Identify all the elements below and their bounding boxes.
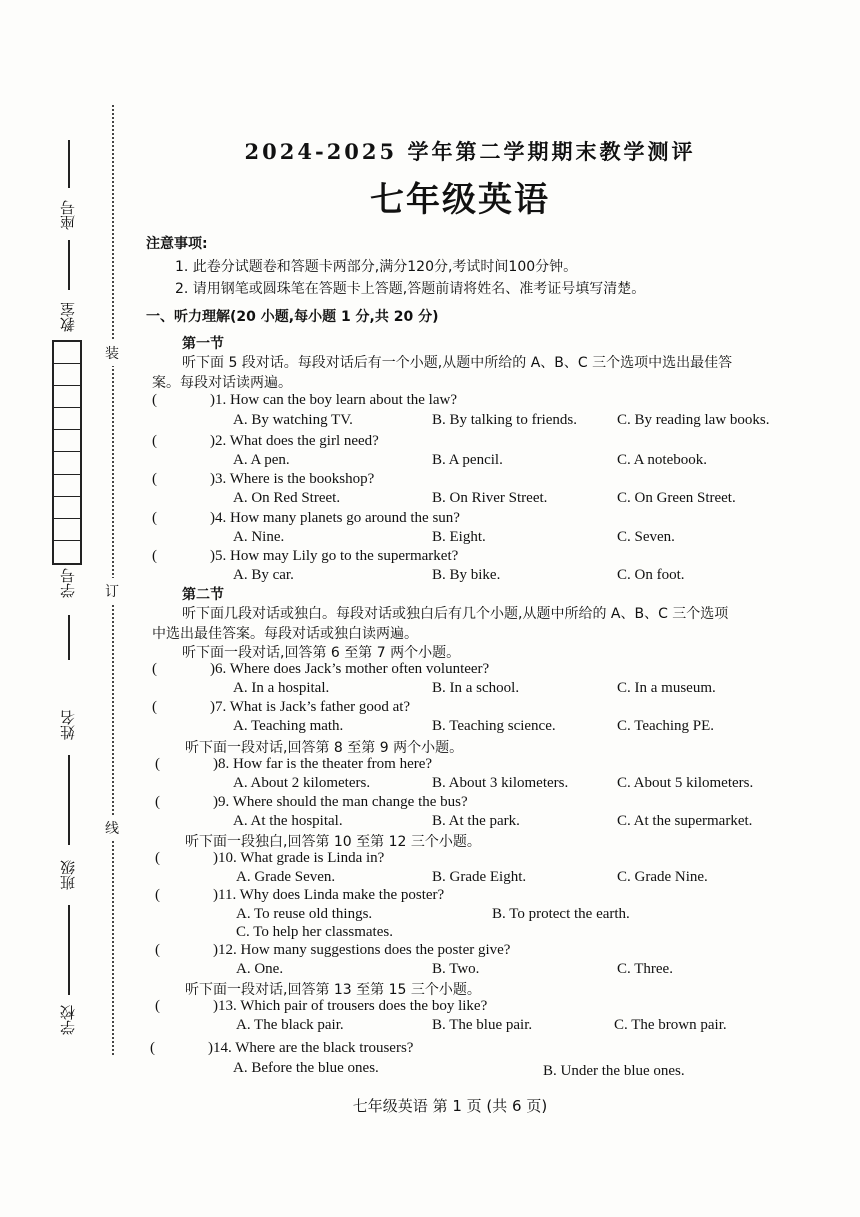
sub-instruction-1: 听下面一段对话,回答第 6 至第 7 两个小题。 <box>182 645 461 661</box>
exam-title: 2024-2025 学年第二学期期末教学测评 <box>244 139 696 164</box>
q2-option-b: B. A pencil. <box>432 452 503 468</box>
q6-option-c: C. In a museum. <box>617 680 716 696</box>
section1-heading: 一、听力理解(20 小题,每小题 1 分,共 20 分) <box>146 309 439 325</box>
q11-option-c: C. To help her classmates. <box>236 924 393 940</box>
question-8: )8. How far is the theater from here? <box>213 756 433 772</box>
room-line <box>68 240 70 290</box>
q3-option-a: A. On Red Street. <box>233 490 341 506</box>
seat-label: 座号 <box>59 200 77 230</box>
room-label: 教室 <box>59 302 77 332</box>
subject-title: 七年级英语 <box>370 180 550 220</box>
q3-option-c: C. On Green Street. <box>617 490 736 506</box>
name-label: 姓名 <box>59 710 77 740</box>
answer-paren[interactable]: ( <box>152 392 157 408</box>
q8-option-c: C. About 5 kilometers. <box>617 775 754 791</box>
part1-title: 第一节 <box>182 336 224 352</box>
q11-option-b: B. To protect the earth. <box>492 906 630 922</box>
question-11: )11. Why does Linda make the poster? <box>213 887 445 903</box>
student-id-grid[interactable] <box>52 340 82 565</box>
question-5: )5. How may Lily go to the supermarket? <box>210 548 459 564</box>
binding-char-zhuang: 装 <box>105 340 119 366</box>
q1-option-b: B. By talking to friends. <box>432 412 577 428</box>
q10-option-a: A. Grade Seven. <box>236 869 336 885</box>
id-label: 学号 <box>59 568 77 598</box>
notes-item-1: 1. 此卷分试题卷和答题卡两部分,满分120分,考试时间100分钟。 <box>175 259 578 275</box>
q8-option-b: B. About 3 kilometers. <box>432 775 569 791</box>
q14-option-b: B. Under the blue ones. <box>543 1063 685 1079</box>
answer-paren[interactable]: ( <box>150 1040 155 1056</box>
q13-option-b: B. The blue pair. <box>432 1017 533 1033</box>
part1-instruction-line2: 案。每段对话读两遍。 <box>152 375 292 391</box>
q7-option-c: C. Teaching PE. <box>617 718 714 734</box>
question-2: )2. What does the girl need? <box>210 433 379 449</box>
binding-char-xian: 线 <box>105 815 119 841</box>
q9-option-a: A. At the hospital. <box>233 813 343 829</box>
question-14: )14. Where are the black trousers? <box>208 1040 414 1056</box>
notes-heading: 注意事项: <box>146 236 208 252</box>
sub-instruction-3: 听下面一段独白,回答第 10 至第 12 三个小题。 <box>185 834 481 850</box>
q4-option-c: C. Seven. <box>617 529 675 545</box>
answer-paren[interactable]: ( <box>152 433 157 449</box>
q10-option-c: C. Grade Nine. <box>617 869 708 885</box>
class-line <box>68 905 70 995</box>
question-6: )6. Where does Jack’s mother often volunteer? <box>210 661 490 677</box>
answer-paren[interactable]: ( <box>155 850 160 866</box>
question-7: )7. What is Jack’s father good at? <box>210 699 411 715</box>
q6-option-a: A. In a hospital. <box>233 680 330 696</box>
q1-option-c: C. By reading law books. <box>617 412 770 428</box>
sub-instruction-2: 听下面一段对话,回答第 8 至第 9 两个小题。 <box>185 740 464 756</box>
answer-paren[interactable]: ( <box>155 756 160 772</box>
answer-paren[interactable]: ( <box>155 998 160 1014</box>
part2-instruction-line1: 听下面几段对话或独白。每段对话或独白后有几个小题,从题中所给的 A、B、C 三个选项 <box>182 606 729 622</box>
school-label: 学校 <box>59 1005 77 1035</box>
q7-option-a: A. Teaching math. <box>233 718 344 734</box>
question-4: )4. How many planets go around the sun? <box>210 510 460 526</box>
q6-option-b: B. In a school. <box>432 680 520 696</box>
answer-paren[interactable]: ( <box>152 699 157 715</box>
binding-char-ding: 订 <box>105 578 119 604</box>
question-1: )1. How can the boy learn about the law? <box>210 392 457 408</box>
q10-option-b: B. Grade Eight. <box>432 869 527 885</box>
page-footer: 七年级英语 第 1 页 (共 6 页) <box>352 1097 548 1115</box>
q4-option-a: A. Nine. <box>233 529 285 545</box>
sub-instruction-4: 听下面一段对话,回答第 13 至第 15 三个小题。 <box>185 982 481 998</box>
part2-title: 第二节 <box>182 587 224 603</box>
answer-paren[interactable]: ( <box>152 471 157 487</box>
q4-option-b: B. Eight. <box>432 529 486 545</box>
q12-option-b: B. Two. <box>432 961 480 977</box>
answer-paren[interactable]: ( <box>155 942 160 958</box>
q12-option-c: C. Three. <box>617 961 673 977</box>
part2-instruction-line2: 中选出最佳答案。每段对话或独白读两遍。 <box>152 626 418 642</box>
q1-option-a: A. By watching TV. <box>233 412 353 428</box>
name-line <box>68 755 70 845</box>
q2-option-c: C. A notebook. <box>617 452 708 468</box>
q12-option-a: A. One. <box>236 961 284 977</box>
q7-option-b: B. Teaching science. <box>432 718 556 734</box>
q9-option-c: C. At the supermarket. <box>617 813 753 829</box>
question-12: )12. How many suggestions does the poster give? <box>213 942 511 958</box>
q5-option-c: C. On foot. <box>617 567 685 583</box>
q14-option-a: A. Before the blue ones. <box>233 1060 379 1076</box>
answer-paren[interactable]: ( <box>155 887 160 903</box>
answer-paren[interactable]: ( <box>152 548 157 564</box>
question-9: )9. Where should the man change the bus? <box>213 794 468 810</box>
q9-option-b: B. At the park. <box>432 813 520 829</box>
question-3: )3. Where is the bookshop? <box>210 471 375 487</box>
q13-option-a: A. The black pair. <box>236 1017 344 1033</box>
question-13: )13. Which pair of trousers does the boy like? <box>213 998 488 1014</box>
answer-paren[interactable]: ( <box>152 661 157 677</box>
q8-option-a: A. About 2 kilometers. <box>233 775 371 791</box>
q5-option-b: B. By bike. <box>432 567 501 583</box>
notes-item-2: 2. 请用钢笔或圆珠笔在答题卡上答题,答题前请将姓名、准考证号填写清楚。 <box>175 281 646 297</box>
q3-option-b: B. On River Street. <box>432 490 548 506</box>
question-10: )10. What grade is Linda in? <box>213 850 385 866</box>
q13-option-c: C. The brown pair. <box>614 1017 727 1033</box>
id-line <box>68 615 70 660</box>
answer-paren[interactable]: ( <box>152 510 157 526</box>
part1-instruction-line1: 听下面 5 段对话。每段对话后有一个小题,从题中所给的 A、B、C 三个选项中选出最佳答 <box>182 355 733 371</box>
q5-option-a: A. By car. <box>233 567 294 583</box>
q2-option-a: A. A pen. <box>233 452 290 468</box>
class-label: 班级 <box>59 860 77 890</box>
answer-paren[interactable]: ( <box>155 794 160 810</box>
q11-option-a: A. To reuse old things. <box>236 906 373 922</box>
